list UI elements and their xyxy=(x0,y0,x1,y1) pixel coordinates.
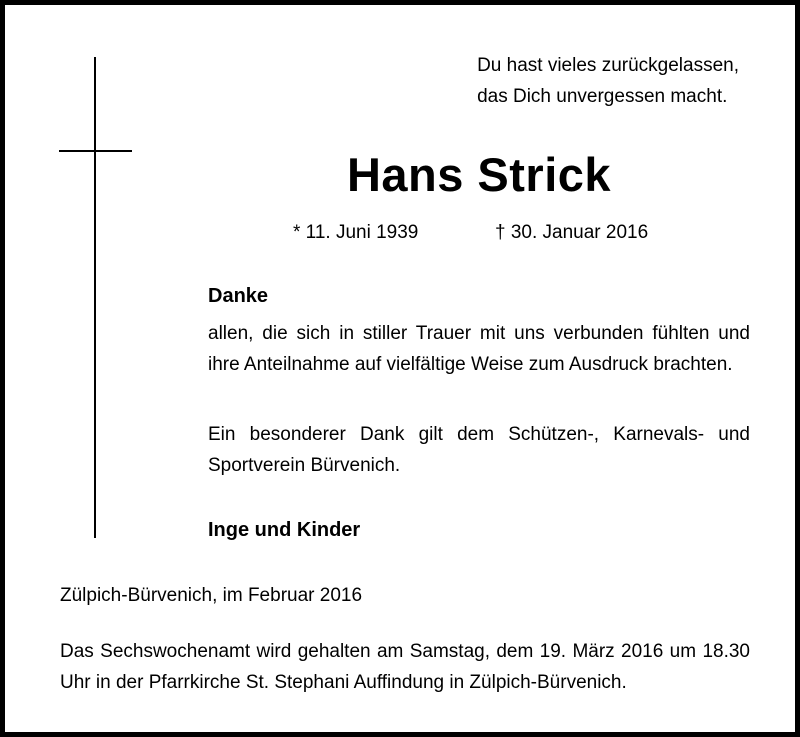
signers: Inge und Kinder xyxy=(208,519,361,541)
thanks-heading: Danke xyxy=(208,285,269,307)
thanks-paragraph-2: Ein besonderer Dank gilt dem Schützen-, Karnevals- und Sportverein Bürvenich. xyxy=(208,424,750,476)
quote-line-2: das Dich unvergessen macht. xyxy=(477,86,728,107)
thanks-paragraph-1: allen, die sich in stiller Trauer mit uns verbunden fühlten und ihre Anteilnahme auf vielfältige Weise zum Ausdruck brachten. xyxy=(208,323,750,375)
death-date: † 30. Januar 2016 xyxy=(495,222,649,243)
quote-line-1: Du hast vieles zurückgelassen, xyxy=(477,55,739,76)
cross-vertical-bar xyxy=(94,57,96,538)
memorial-quote xyxy=(477,50,739,112)
birth-date: * 11. Juni 1939 xyxy=(293,222,419,243)
place-date: Zülpich-Bürvenich, im Februar 2016 xyxy=(60,585,363,606)
deceased-name: Hans Strick xyxy=(346,148,612,201)
memorial-mass-notice: Das Sechswochenamt wird gehalten am Samstag, dem 19. März 2016 um 18.30 Uhr in der Pfarrkirche St. Stephani Auffindung in Zülpich-Bürvenich. xyxy=(60,641,750,693)
